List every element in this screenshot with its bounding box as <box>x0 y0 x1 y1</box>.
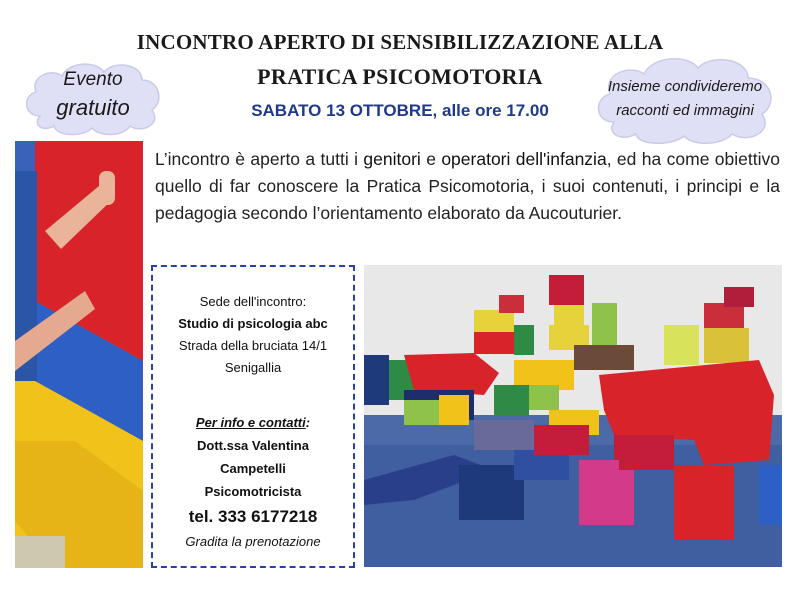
cloud-right-line1: Insieme condivideremo <box>607 78 763 95</box>
cloud-left-line2: gratuito <box>56 95 130 120</box>
venue-name: Studio di psicologia abc <box>178 316 328 331</box>
cloud-right-line2: racconti ed immagini <box>616 102 754 119</box>
share-stories-cloud <box>590 52 780 147</box>
intro-text-3: , ed ha come obiettivo quello di far conoscere la Pratica Psicomotoria, i suoi contenuti, i principi e la pedagogia secondo l’orientamento elaborato da Aucouturier. <box>155 149 780 223</box>
contact-person-2: Campetelli <box>220 461 286 476</box>
event-date: SABATO 13 OTTOBRE, alle ore 17.00 <box>251 101 549 120</box>
contact-role: Psicomotricista <box>204 484 302 499</box>
intro-paragraph <box>155 146 780 227</box>
intro-text-2: e <box>420 149 442 169</box>
left-photo-foam-blocks <box>15 141 143 568</box>
contacts-colon: : <box>305 415 311 430</box>
contact-person-1: Dott.ssa Valentina <box>197 438 309 453</box>
venue-city: Senigallia <box>224 360 282 375</box>
cloud-shape <box>590 52 780 147</box>
highlight-operatori: operatori dell'infanzia <box>441 149 607 169</box>
title-line-1: INCONTRO APERTO DI SENSIBILIZZAZIONE ALLA <box>136 30 664 54</box>
contacts-heading <box>153 415 353 430</box>
venue-label: Sede dell'incontro: <box>199 294 307 309</box>
info-box <box>151 265 355 568</box>
right-photo-psychomotor-room <box>364 265 782 567</box>
cloud-left-line1: Evento <box>63 69 123 90</box>
title-line-2: PRATICA PSICOMOTORIA <box>257 64 543 89</box>
highlight-genitori: genitori <box>363 149 421 169</box>
venue-address: Strada della bruciata 14/1 <box>178 338 328 353</box>
contacts-label: Per info e contatti <box>195 415 306 430</box>
contact-phone: tel. 333 6177218 <box>188 507 318 526</box>
booking-note: Gradita la prenotazione <box>185 534 321 549</box>
free-event-cloud <box>18 58 168 138</box>
intro-text-1: L’incontro è aperto a tutti i <box>155 149 364 169</box>
